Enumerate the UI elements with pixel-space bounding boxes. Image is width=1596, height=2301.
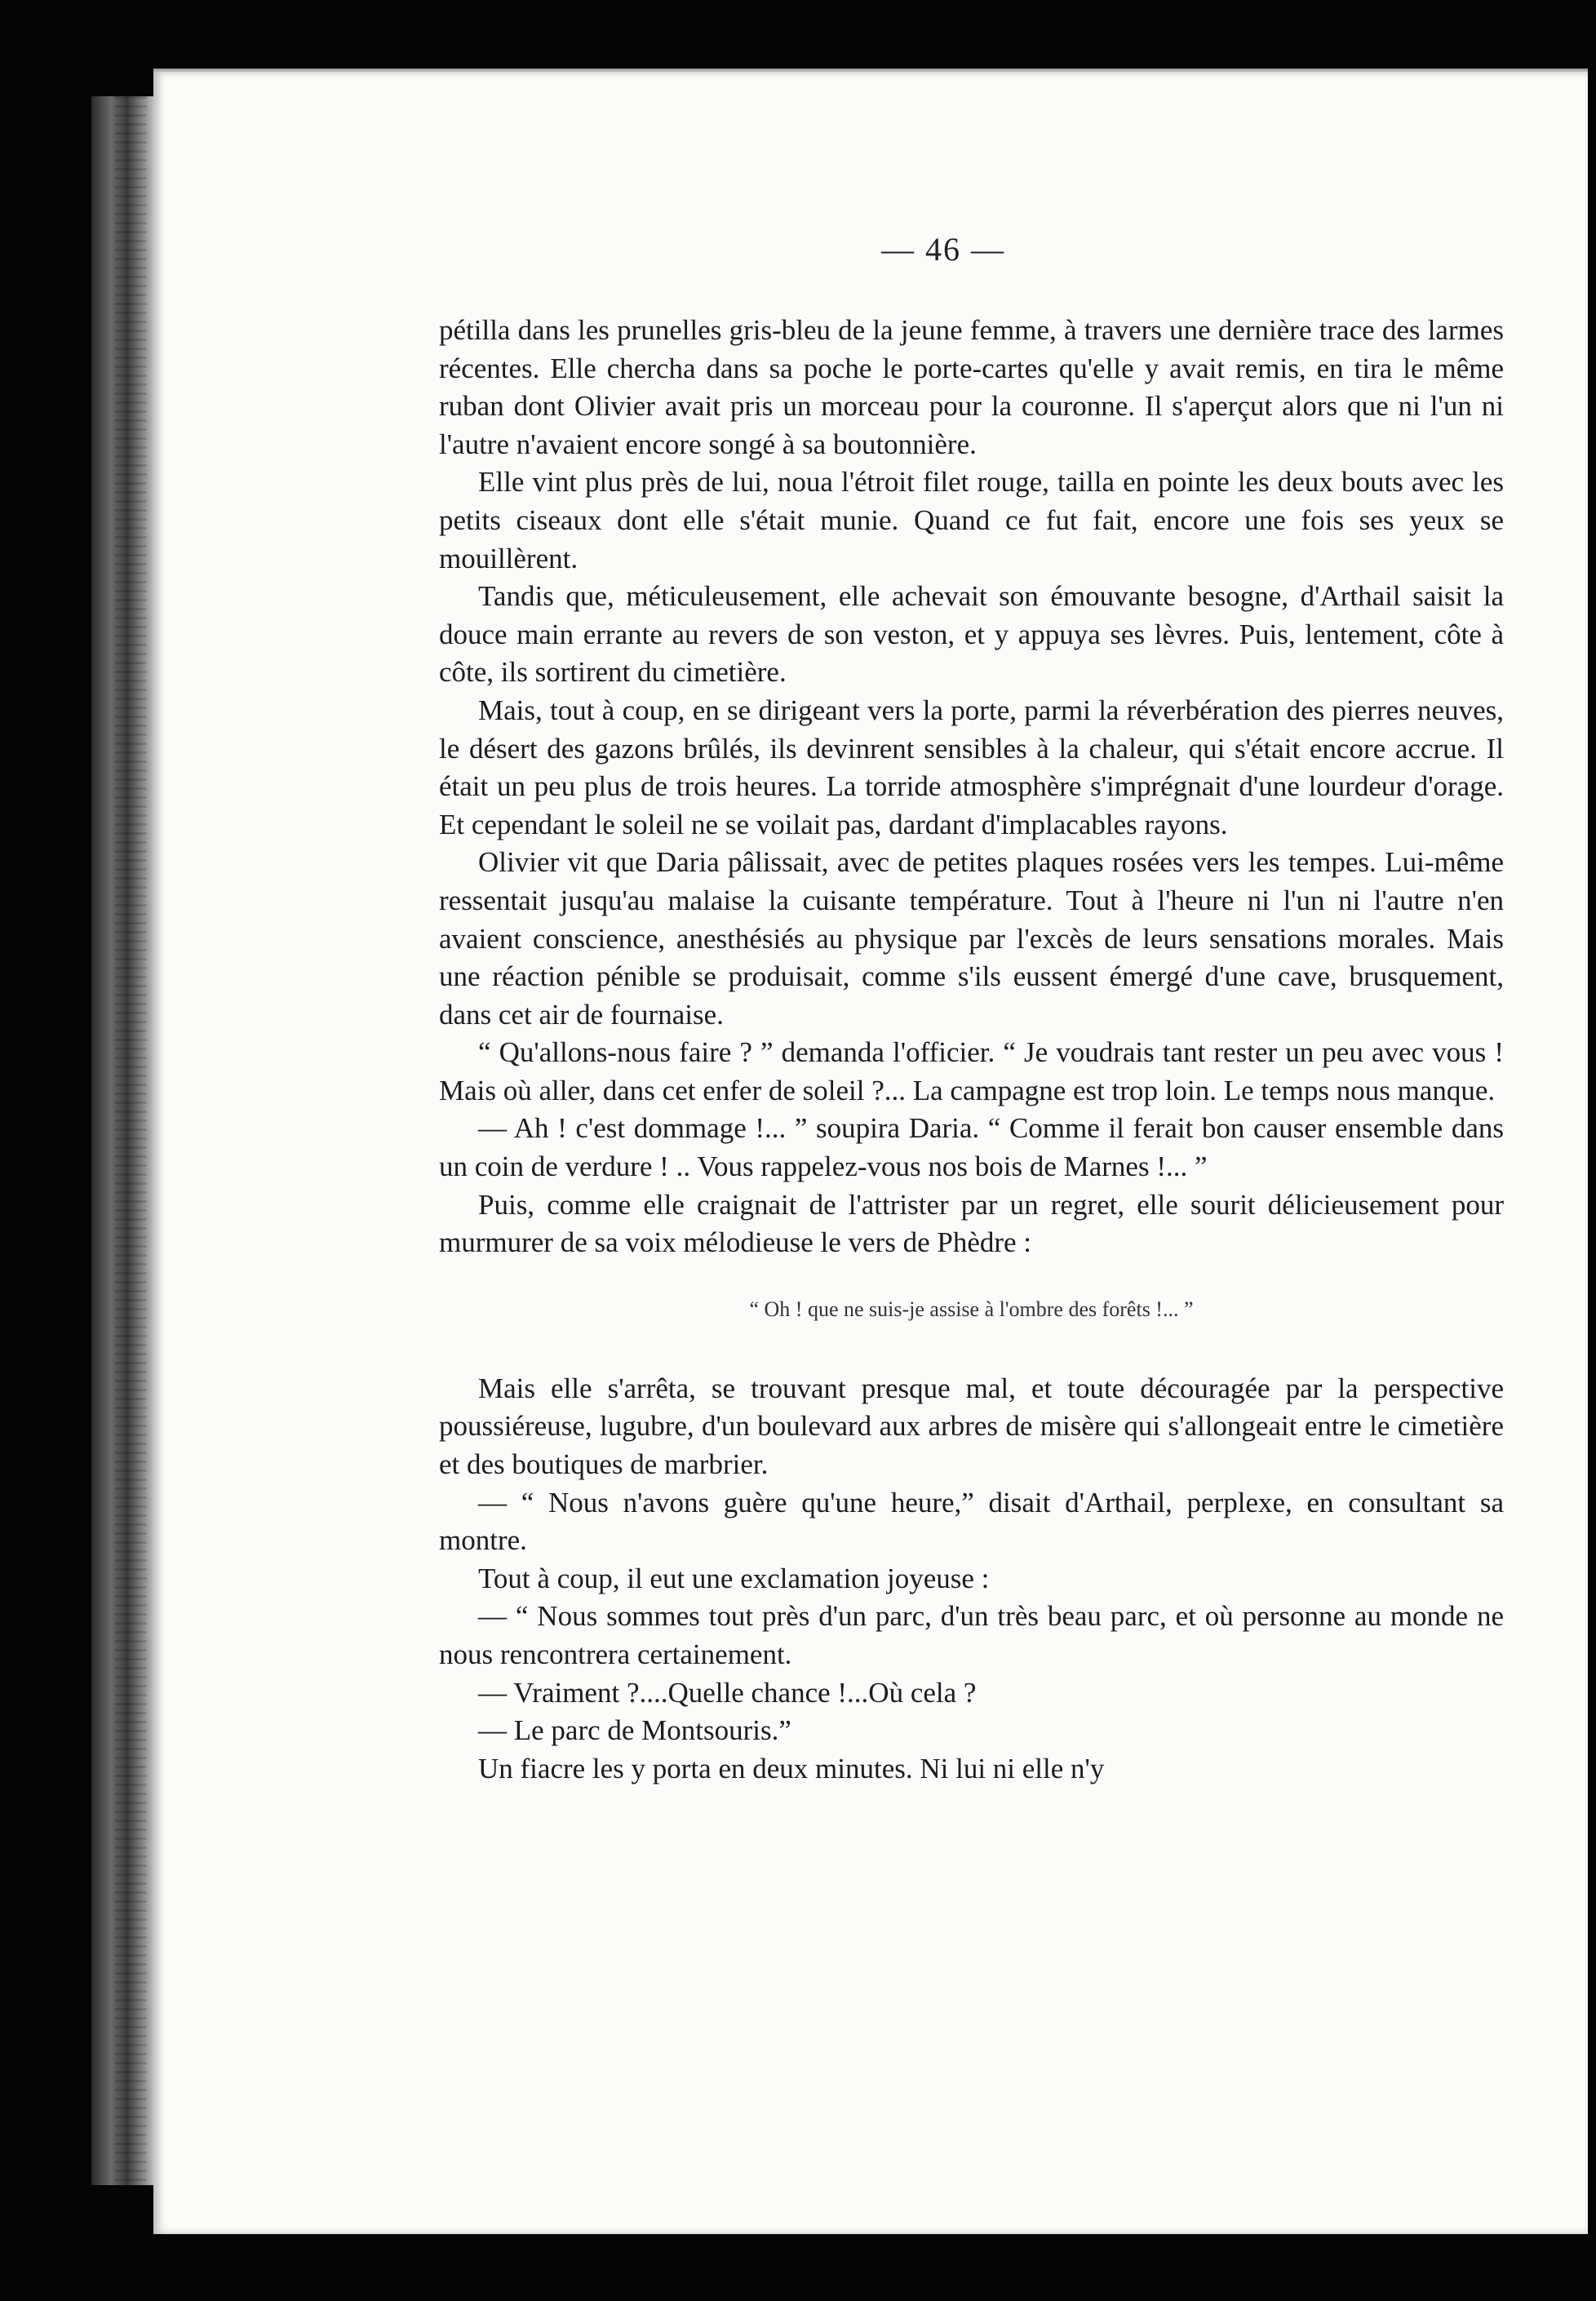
paragraph: Elle vint plus près de lui, noua l'étroit filet rouge, tailla en pointe les deux bouts avec les petits ciseaux dont elle s'était munie. Quand ce fut fait, encore une fois ses yeux se mouillèrent. — [439, 466, 1504, 574]
paragraph: Puis, comme elle craignait de l'attrister par un regret, elle sourit délicieusement pour murmurer de sa voix mélodieuse le vers de Phèdre : — [439, 1188, 1504, 1259]
paragraph: Tandis que, méticuleusement, elle achevait son émouvante besogne, d'Arthail saisit la douce main errante au revers de son veston, et y appuya ses lèvres. Puis, lentement, côte à côte, ils sortirent du cimetière. — [439, 580, 1504, 689]
page-stack-lines — [114, 96, 147, 2185]
paragraph: — Vraiment ?....Quelle chance !...Où cela ? — [478, 1676, 977, 1709]
paragraph: Olivier vit que Daria pâlissait, avec de petites plaques rosées vers les tempes. Lui-même ressentait jusqu'au malaise la cuisante température. Tout à l'heure ni l'un ni l'autre n'en avaient conscience, anesthésiés au physique par l'excès de leurs sensations morales. Mais une réaction pénible se produisait, comme s'ils eussent émergé d'une cave, brusquement, dans cet air de fournaise. — [439, 846, 1504, 1031]
paragraph: Mais, tout à coup, en se dirigeant vers la porte, parmi la réverbération des pierres neuves, le désert des gazons brûlés, ils devinrent sensibles à la chaleur, qui s'était encore accrue. Il était un peu plus de trois heures. La torride atmosphère s'imprégnait d'une lourdeur d'orage. Et cependant le soleil ne se voilait pas, dardant d'implacables rayons. — [439, 694, 1504, 840]
verse-quote: “ Oh ! que ne suis-je assise à l'ombre des forêts !... ” — [749, 1297, 1194, 1321]
paragraph: — “ Nous n'avons guère qu'une heure,” disait d'Arthail, perplexe, en consultant sa montre. — [439, 1486, 1504, 1557]
paragraph: — “ Nous sommes tout près d'un parc, d'un très beau parc, et où personne au monde ne nous rencontrera certainement. — [439, 1600, 1504, 1670]
paragraph: Tout à coup, il eut une exclamation joyeuse : — [478, 1562, 990, 1594]
paragraph: — Ah ! c'est dommage !... ” soupira Daria. “ Comme il ferait bon causer ensemble dans un coin de verdure ! .. Vous rappelez-vous nos bois de Marnes !... ” — [439, 1112, 1504, 1183]
paragraph: pétilla dans les prunelles gris-bleu de la jeune femme, à travers une dernière trace des larmes récentes. Elle chercha dans sa poche le porte-cartes qu'elle y avait remis, en tira le même ruban dont Olivier avait pris un morceau pour la couronne. Il s'aperçut alors que ni l'un ni l'autre n'avaient encore songé à sa boutonnière. — [439, 314, 1504, 460]
page-number: — 46 — — [881, 231, 1005, 268]
paragraph: “ Qu'allons-nous faire ? ” demanda l'officier. “ Je voudrais tant rester un peu avec vous ! Mais où aller, dans cet enfer de soleil ?... La campagne est trop loin. Le temps nous manque. — [439, 1036, 1504, 1106]
page-text — [439, 312, 1504, 1788]
paragraph: Un fiacre les y porta en deux minutes. Ni lui ni elle n'y — [478, 1752, 1105, 1784]
paragraph: — Le parc de Montsouris.” — [478, 1714, 791, 1747]
paragraph: Mais elle s'arrêta, se trouvant presque mal, et toute découragée par la perspective poussiéreuse, lugubre, d'un boulevard aux arbres de misère qui s'allongeait entre le cimetière et des boutiques de marbrier. — [439, 1372, 1504, 1481]
